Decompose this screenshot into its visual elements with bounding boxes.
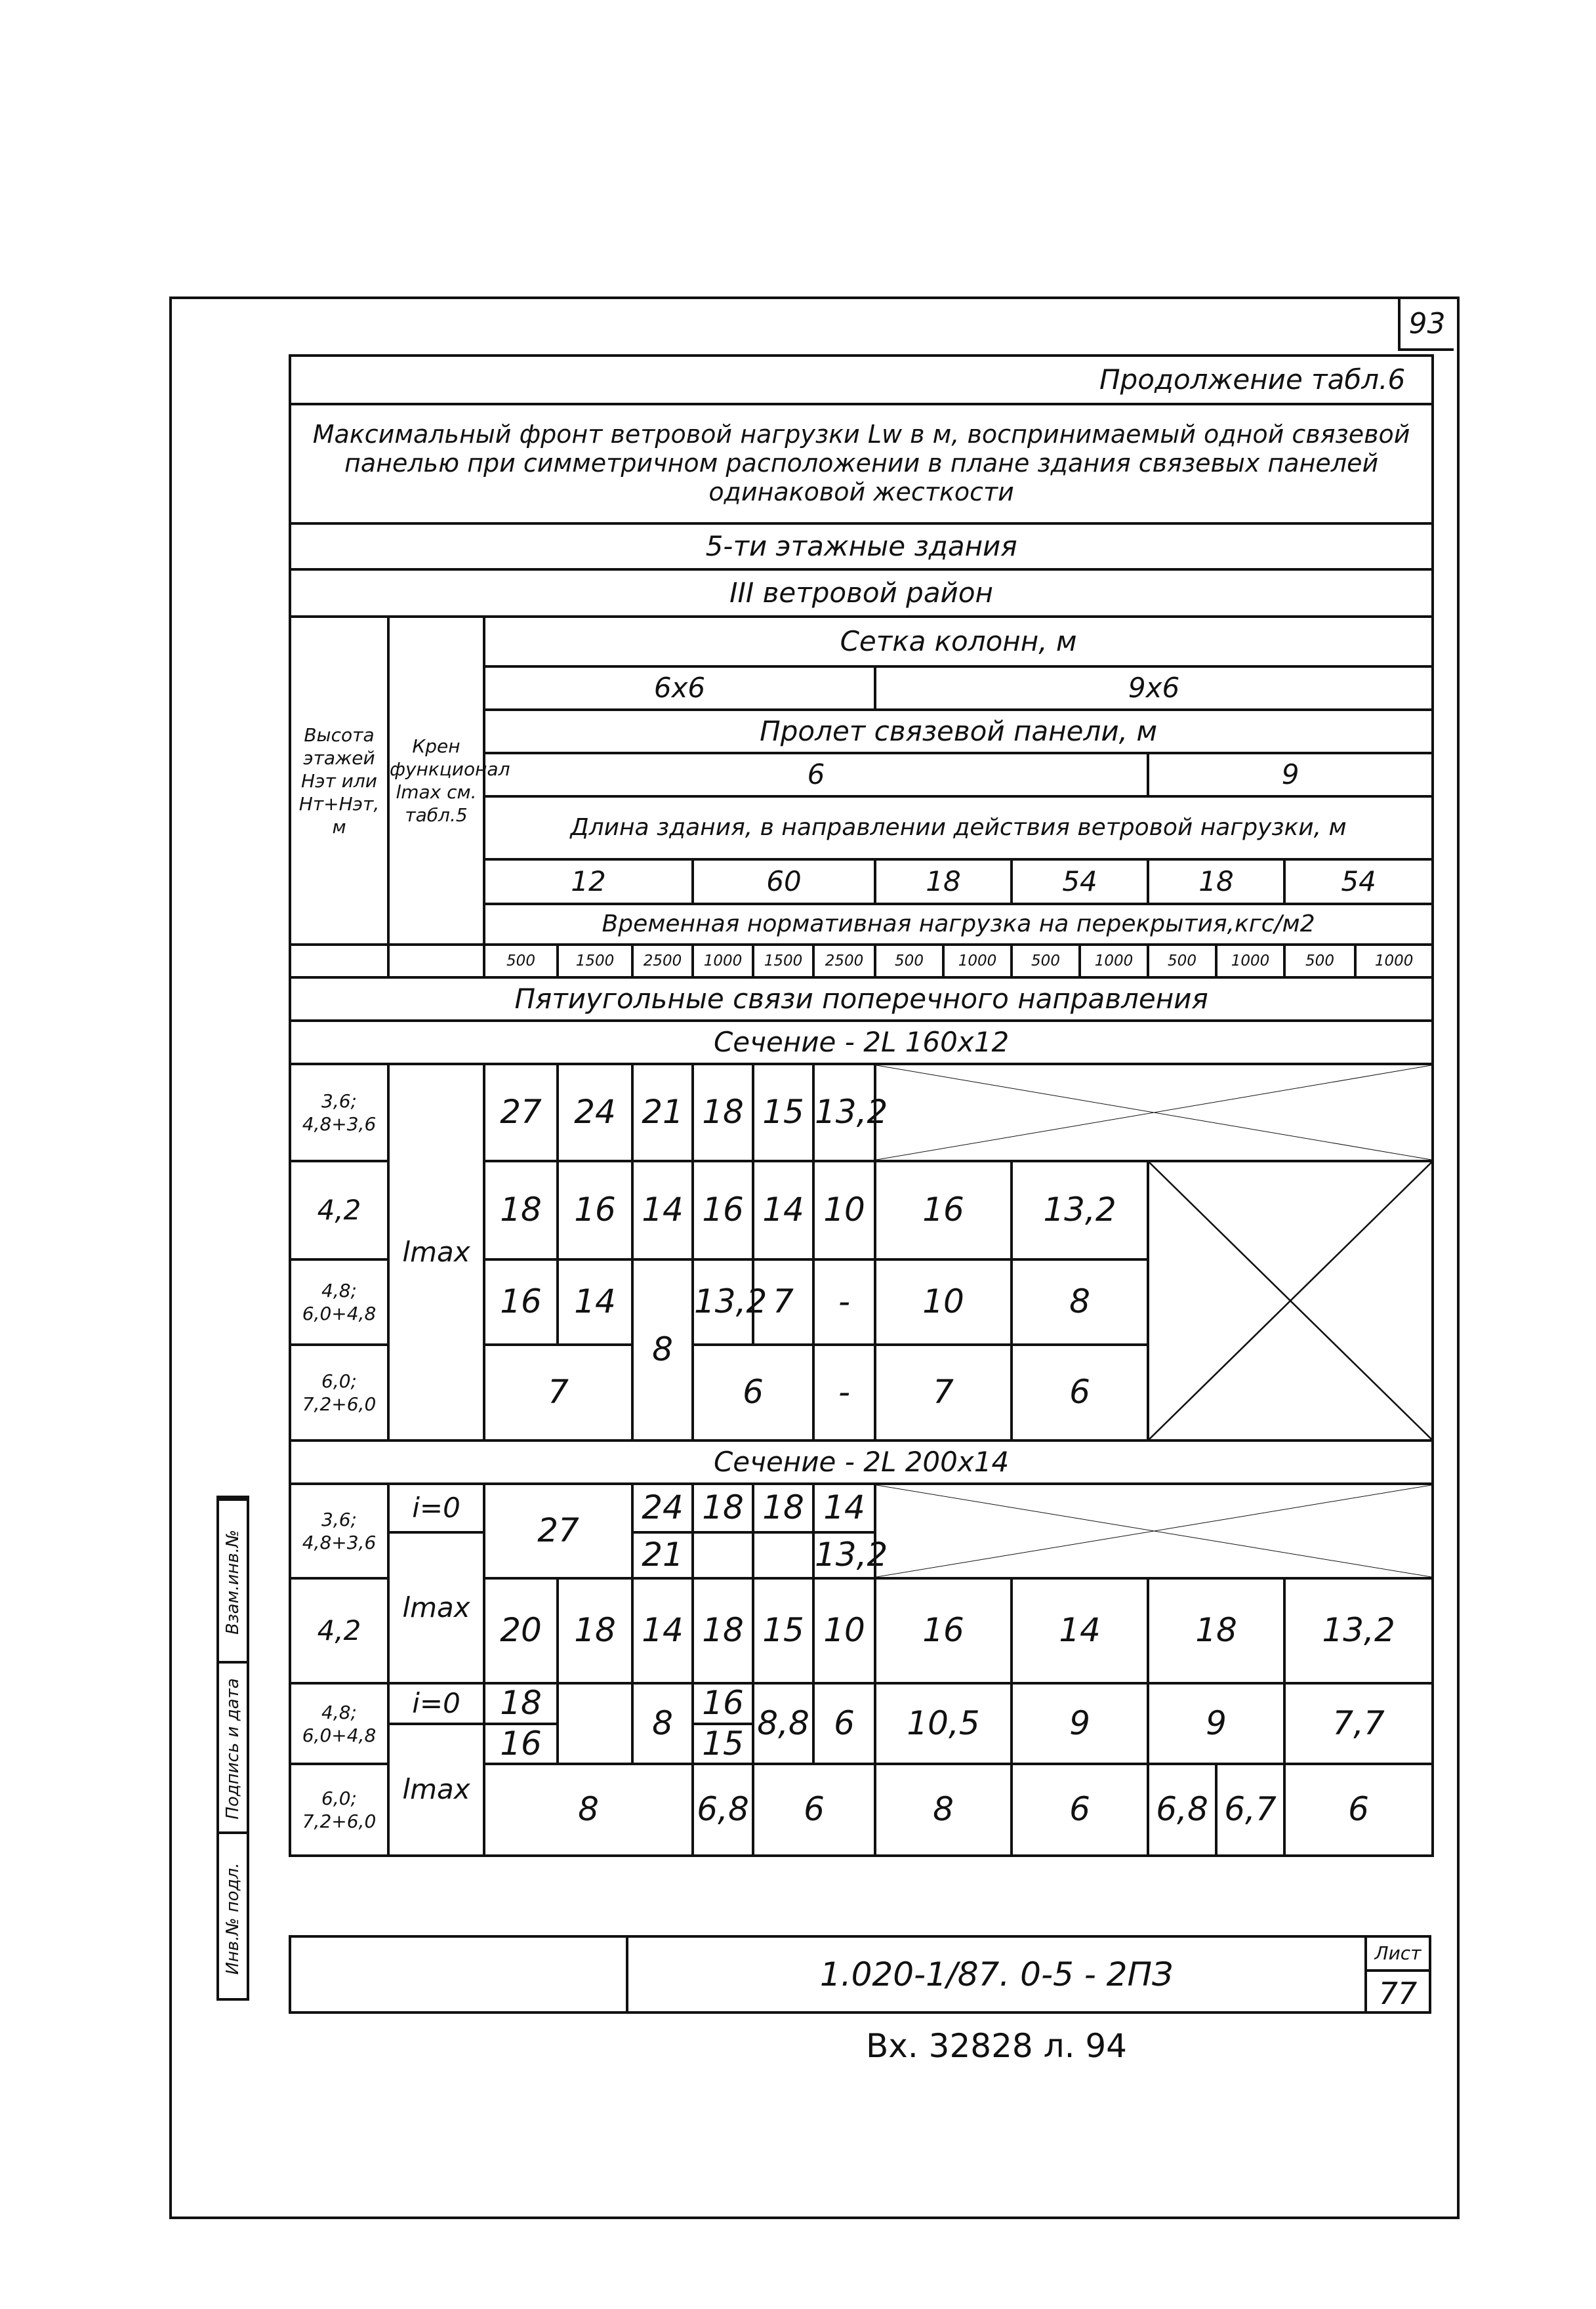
load-cell: 1000 [1216, 945, 1284, 977]
sheet-number: 77 [1378, 1976, 1418, 2011]
subtitle-floors: 5-ти этажные здания [290, 523, 1433, 569]
value-cell: 14 [753, 1161, 813, 1259]
value-cell: 14 [1012, 1578, 1148, 1683]
load-cell: 1000 [693, 945, 753, 977]
lmax-label: lmax [388, 1724, 484, 1856]
value-cell: 18 [693, 1484, 753, 1532]
value-cell: 6 [693, 1345, 813, 1441]
registry-note: Вх. 32828 л. 94 [866, 2027, 1127, 2065]
value-cell: 8 [632, 1683, 693, 1764]
document-code: 1.020-1/87. 0-5 - 2ПЗ [626, 1935, 1367, 2014]
sheet-box [1364, 1935, 1431, 2014]
value-cell: 18 [1148, 1578, 1284, 1683]
value-cell: 16 [693, 1683, 753, 1724]
value-cell: 6,8 [1148, 1764, 1216, 1856]
load-cell: 500 [875, 945, 943, 977]
value-cell: 21 [632, 1532, 693, 1578]
value-cell: 14 [632, 1161, 693, 1259]
continuation-label: Продолжение табл.6 [290, 356, 1433, 404]
value-cell: 14 [558, 1259, 632, 1345]
value-cell: 8 [875, 1764, 1012, 1856]
value-cell: 20 [484, 1578, 558, 1683]
value-cell: 18 [484, 1683, 558, 1724]
value-cell: 8 [1012, 1259, 1148, 1345]
value-cell: 15 [753, 1064, 813, 1161]
value-cell: 6 [813, 1683, 875, 1764]
row-height: 4,2 [290, 1161, 388, 1259]
value-cell: 10 [813, 1578, 875, 1683]
value-cell: 6 [1012, 1764, 1148, 1856]
value-cell: 15 [753, 1578, 813, 1683]
title-block-empty [289, 1935, 628, 2014]
value-cell: 7 [875, 1345, 1012, 1441]
page-number: 93 [1398, 298, 1454, 351]
value-cell: 21 [632, 1064, 693, 1161]
value-cell: 18 [753, 1484, 813, 1532]
value-cell: 16 [484, 1259, 558, 1345]
value-cell: 16 [875, 1161, 1012, 1259]
load-cell: 500 [1148, 945, 1216, 977]
value-cell: 8 [484, 1764, 693, 1856]
row-height: 3,6; 4,8+3,6 [290, 1484, 388, 1578]
load-cell: 1000 [1355, 945, 1433, 977]
value-cell: - [813, 1259, 875, 1345]
header-span: Пролет связевой панели, м [484, 710, 1433, 753]
header-grid: Сетка колонн, м [484, 617, 1433, 666]
value-cell: 27 [484, 1484, 632, 1578]
value-cell: 7 [484, 1345, 632, 1441]
empty-crossed-cell [875, 1484, 1433, 1578]
header-grid-9x6: 9х6 [875, 666, 1433, 710]
stamp-label: Взам.инв.№ [223, 1530, 243, 1635]
length-cell: 18 [875, 859, 1012, 904]
length-cell: 60 [693, 859, 875, 904]
lmax-label: lmax [388, 1064, 484, 1441]
value-cell: 18 [484, 1161, 558, 1259]
section2-label: Сечение - 2L 200х14 [290, 1441, 1433, 1484]
value-cell: 7 [753, 1259, 813, 1345]
length-cell: 54 [1284, 859, 1433, 904]
header-grid-6x6: 6х6 [484, 666, 875, 710]
value-cell: 16 [558, 1161, 632, 1259]
value-cell: 9 [1148, 1683, 1284, 1764]
row-height: 4,8; 6,0+4,8 [290, 1259, 388, 1345]
header-height: Высота этажей Hэт или Hт+Hэт, м [290, 617, 388, 945]
table-title: Максимальный фронт ветровой нагрузки Lw в м, воспринимаемый одной связевой панелью при симметричном расположении в плане здания связевых панелей одинаковой жесткости [290, 404, 1433, 523]
row-height: 3,6; 4,8+3,6 [290, 1064, 388, 1161]
header-lmax: Крен функционал lmax см. табл.5 [388, 617, 484, 945]
value-cell: 14 [632, 1578, 693, 1683]
lmax-label: lmax [388, 1532, 484, 1683]
load-cell: 1500 [753, 945, 813, 977]
load-cell: 500 [1284, 945, 1355, 977]
value-cell: 27 [484, 1064, 558, 1161]
value-cell: 8,8 [753, 1683, 813, 1764]
side-stamp [216, 1496, 249, 2001]
header-load: Временная нормативная нагрузка на перекрытия,кгс/м2 [484, 904, 1433, 945]
value-cell: - [813, 1345, 875, 1441]
load-cell: 1000 [943, 945, 1012, 977]
value-cell: 13,2 [813, 1532, 875, 1578]
value-cell: 24 [558, 1064, 632, 1161]
section-title: Пятиугольные связи поперечного направления [290, 977, 1433, 1021]
load-cell: 1500 [558, 945, 632, 977]
value-cell: 6,7 [1216, 1764, 1284, 1856]
header-span-9: 9 [1148, 753, 1433, 796]
row-height: 4,8; 6,0+4,8 [290, 1683, 388, 1764]
value-cell: 6 [1012, 1345, 1148, 1441]
load-cell: 2500 [632, 945, 693, 977]
sheet-label: Лист [1367, 1938, 1429, 1972]
value-cell: 8 [632, 1259, 693, 1441]
value-cell: 10 [875, 1259, 1012, 1345]
value-cell: 7,7 [1284, 1683, 1433, 1764]
value-cell: 6 [1284, 1764, 1433, 1856]
header-length: Длина здания, в направлении действия ветровой нагрузки, м [484, 796, 1433, 859]
value-cell: 13,2 [1012, 1161, 1148, 1259]
value-cell: 13,2 [1284, 1578, 1433, 1683]
value-cell: 18 [693, 1578, 753, 1683]
value-cell: 6,8 [693, 1764, 753, 1856]
length-cell: 18 [1148, 859, 1284, 904]
value-cell: 16 [693, 1161, 753, 1259]
load-cell: 2500 [813, 945, 875, 977]
stamp-label: Подпись и дата [223, 1678, 243, 1820]
value-cell: 24 [632, 1484, 693, 1532]
section1-label: Сечение - 2L 160х12 [290, 1021, 1433, 1064]
load-cell: 500 [484, 945, 558, 977]
row-height: 4,2 [290, 1578, 388, 1683]
title-block [289, 1935, 1431, 2014]
value-cell: 18 [693, 1064, 753, 1161]
value-cell: 10 [813, 1161, 875, 1259]
value-cell: 15 [693, 1724, 753, 1765]
value-cell: 6 [753, 1764, 875, 1856]
value-cell: 13,2 [813, 1064, 875, 1161]
row-height: 6,0; 7,2+6,0 [290, 1345, 388, 1441]
length-cell: 12 [484, 859, 693, 904]
value-cell: 18 [558, 1578, 632, 1683]
stamp-label: Инв.№ подл. [223, 1862, 243, 1975]
value-cell: 16 [484, 1724, 558, 1765]
subtitle-region: III ветровой район [290, 569, 1433, 617]
wind-load-table [289, 354, 1431, 1857]
length-cell: 54 [1012, 859, 1148, 904]
load-cell: 1000 [1080, 945, 1148, 977]
value-cell: 14 [813, 1484, 875, 1532]
value-cell: 16 [875, 1578, 1012, 1683]
header-span-6: 6 [484, 753, 1148, 796]
row-height: 6,0; 7,2+6,0 [290, 1764, 388, 1856]
empty-crossed-cell [1148, 1161, 1433, 1441]
load-cell: 500 [1012, 945, 1080, 977]
value-cell: 9 [1012, 1683, 1148, 1764]
value-cell: 13,2 [693, 1259, 753, 1345]
i0-label: i=0 [388, 1683, 484, 1724]
value-cell: 10,5 [875, 1683, 1012, 1764]
i0-label: i=0 [388, 1484, 484, 1532]
empty-crossed-cell [875, 1064, 1433, 1161]
